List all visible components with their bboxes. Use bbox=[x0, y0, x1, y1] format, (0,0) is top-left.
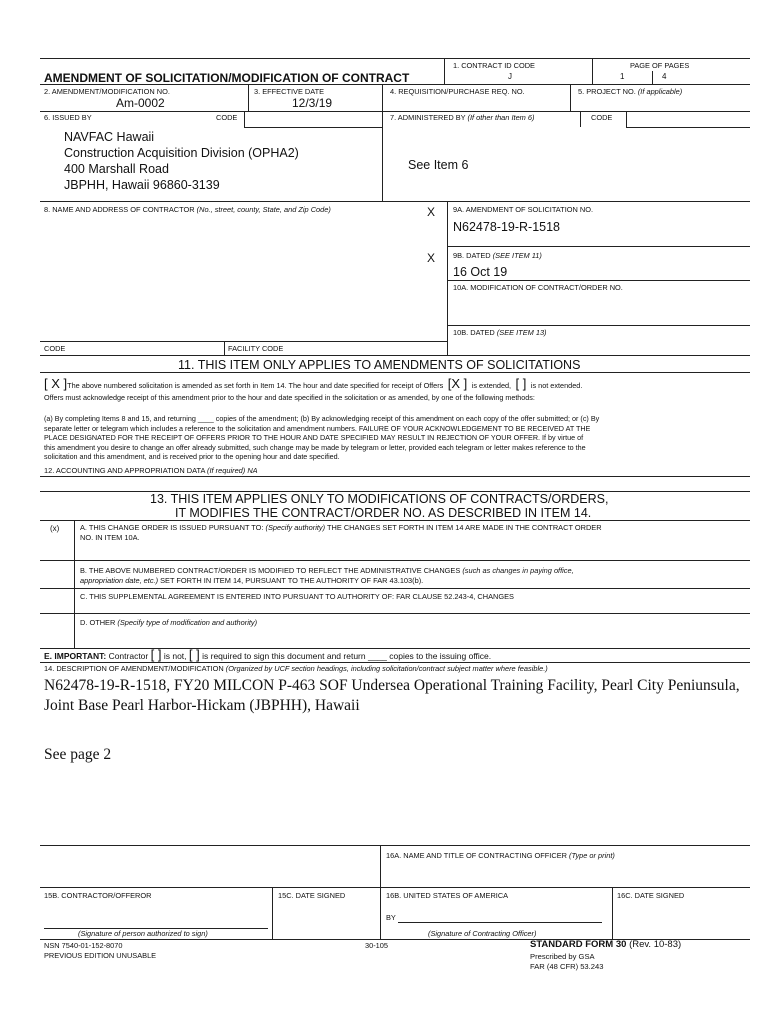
page-of-pages-label: PAGE OF PAGES bbox=[630, 61, 690, 70]
footer-right: STANDARD FORM 30 (Rev. 10-83) Prescribed by GSA FAR (48 CFR) 53.243 bbox=[530, 939, 682, 971]
mark-9a[interactable]: X bbox=[427, 205, 436, 219]
effective-date-value[interactable]: 12/3/19 bbox=[292, 96, 333, 110]
label-15b: 15B. CONTRACTOR/OFFEROR bbox=[44, 891, 152, 900]
important-line: E. IMPORTANT: Contractor [ ] is not, [ ] is required to sign this document and return ____ copies to the issuing office. bbox=[44, 647, 492, 662]
label-16c: 16C. DATE SIGNED bbox=[617, 891, 685, 900]
contract-id-value[interactable]: J bbox=[508, 72, 512, 81]
extended-checkbox[interactable]: [X ] bbox=[447, 376, 468, 391]
effective-date-label: 3. EFFECTIVE DATE bbox=[254, 87, 325, 96]
not-extended-checkbox[interactable]: [ ] bbox=[515, 376, 527, 391]
page-number[interactable]: 1 bbox=[620, 72, 625, 81]
section-11-line2: Offers must acknowledge receipt of this amendment prior to the hour and date specified in the solicitation or as amended, by one of the following methods: bbox=[44, 393, 535, 402]
issuer-line: NAVFAC Hawaii bbox=[64, 130, 155, 144]
issued-by-label: 6. ISSUED BY bbox=[44, 113, 92, 122]
total-pages[interactable]: 4 bbox=[662, 72, 667, 81]
issued-code-label: CODE bbox=[216, 113, 238, 122]
project-no-label: 5. PROJECT NO. (If applicable) bbox=[578, 87, 683, 96]
label-10a: 10A. MODIFICATION OF CONTRACT/ORDER NO. bbox=[453, 283, 623, 292]
section-13-heading-1: 13. THIS ITEM APPLIES ONLY TO MODIFICATIONS OF CONTRACTS/ORDERS, bbox=[150, 492, 609, 506]
administered-by-label: 7. ADMINISTERED BY (If other than Item 6) bbox=[390, 113, 535, 122]
option-d[interactable]: D. OTHER (Specify type of modification and authority) bbox=[80, 618, 258, 627]
label-10b: 10B. DATED (SEE ITEM 13) bbox=[453, 328, 547, 337]
x-column-label: (x) bbox=[50, 524, 60, 533]
amendment-no-value[interactable]: Am-0002 bbox=[116, 96, 165, 110]
solicitation-no-value[interactable]: N62478-19-R-1518 bbox=[453, 220, 561, 234]
issuer-address[interactable] bbox=[64, 129, 299, 193]
section-13-heading-2: IT MODIFIES THE CONTRACT/ORDER NO. AS DESCRIBED IN ITEM 14. bbox=[175, 506, 592, 520]
label-9a: 9A. AMENDMENT OF SOLICITATION NO. bbox=[453, 205, 594, 214]
amended-checkbox[interactable]: [ X ] bbox=[44, 376, 68, 391]
contractor-signature-caption: (Signature of person authorized to sign) bbox=[78, 929, 208, 938]
label-16b: 16B. UNITED STATES OF AMERICA bbox=[386, 891, 509, 900]
facility-code-label: FACILITY CODE bbox=[228, 344, 284, 353]
contract-id-label: 1. CONTRACT ID CODE bbox=[453, 61, 535, 70]
form-title: AMENDMENT OF SOLICITATION/MODIFICATION OF CONTRACT bbox=[44, 71, 410, 85]
by-label: BY bbox=[386, 913, 396, 922]
officer-signature-caption: (Signature of Contracting Officer) bbox=[428, 929, 537, 938]
section-11-heading: 11. THIS ITEM ONLY APPLIES TO AMENDMENTS OF SOLICITATIONS bbox=[178, 358, 581, 372]
is-required-checkbox[interactable]: [ ] bbox=[188, 647, 200, 662]
label-15c: 15C. DATE SIGNED bbox=[278, 891, 346, 900]
description-text[interactable]: N62478-19-R-1518, FY20 MILCON P-463 SOF Undersea Operational Training Facility, Pearl City Peniunsula, Joint Base Pearl Harbor-Hickam (JBPHH), Hawaii bbox=[44, 677, 740, 714]
label-9b: 9B. DATED (SEE ITEM 11) bbox=[453, 251, 542, 260]
section-11-line1: [ X ]The above numbered solicitation is amended as set forth in Item 14. The hour and date specified for receipt of Offers [X ] is extended, [ ] is not extended. bbox=[44, 376, 583, 391]
footer-left: NSN 7540-01-152-8070 PREVIOUS EDITION UNUSABLE bbox=[44, 941, 157, 960]
contractor-label: 8. NAME AND ADDRESS OF CONTRACTOR (No., street, county, State, and Zip Code) bbox=[44, 205, 331, 214]
issuer-line: Construction Acquisition Division (OPHA2) bbox=[64, 146, 299, 160]
option-b[interactable]: B. THE ABOVE NUMBERED CONTRACT/ORDER IS MODIFIED TO REFLECT THE ADMINISTRATIVE CHANGES (such as changes in paying office, appropriation date, etc.) SET FORTH IN ITEM 14, PURSUANT TO THE AUTHORITY OF FAR 43.103(b). bbox=[80, 566, 574, 585]
amendment-no-label: 2. AMENDMENT/MODIFICATION NO. bbox=[44, 87, 170, 96]
label-16a: 16A. NAME AND TITLE OF CONTRACTING OFFICER (Type or print) bbox=[386, 851, 615, 860]
footer-code: 30-105 bbox=[365, 941, 389, 950]
accounting-data[interactable]: 12. ACCOUNTING AND APPROPRIATION DATA (If required) NA bbox=[44, 466, 258, 475]
administered-by-value[interactable]: See Item 6 bbox=[408, 158, 469, 172]
dated-9b-value[interactable]: 16 Oct 19 bbox=[453, 265, 508, 279]
description-label: 14. DESCRIPTION OF AMENDMENT/MODIFICATION (Organized by UCF section headings, including solicitation/contract subject matter where feasible.) bbox=[44, 664, 548, 673]
mark-9b[interactable]: X bbox=[427, 251, 436, 265]
issuer-line: JBPHH, Hawaii 96860-3139 bbox=[64, 178, 220, 192]
issuer-line: 400 Marshall Road bbox=[64, 162, 169, 176]
is-not-checkbox[interactable]: [ ] bbox=[150, 647, 162, 662]
section-11-paragraph: (a) By completing Items 8 and 15, and returning ____ copies of the amendment; (b) By acknowledging receipt of this amendment on each copy of the offer submitted; or (c) By separate letter or telegram which includes a reference to the solicitation and amendment numbers. FAILURE OF YOUR ACKNOWLEDGEMENT TO BE RECEIVED AT THE PLACE DESIGNATED FOR THE RECEIPT OF OFFERS PRIOR TO THE HOUR AND DATE SPECIFIED MAY RESULT IN REJECTION OF YOUR OFFER. If by virtue of this amendment you desire to change an offer already submitted, such change may be made by telegram or letter, provided each telegram or letter makes reference to the solicitation and this amendment, and is received prior to the opening hour and date specified. bbox=[44, 414, 600, 462]
option-c[interactable]: C. THIS SUPPLEMENTAL AGREEMENT IS ENTERED INTO PURSUANT TO AUTHORITY OF: FAR CLAUSE 52.243-4, CHANGES bbox=[80, 592, 514, 601]
see-page-note: See page 2 bbox=[44, 746, 112, 763]
option-a[interactable]: A. THIS CHANGE ORDER IS ISSUED PURSUANT TO: (Specify authority) THE CHANGES SET FORTH IN ITEM 14 ARE MADE IN THE CONTRACT ORDER NO. IN ITEM 10A. bbox=[80, 523, 602, 542]
requisition-label: 4. REQUISITION/PURCHASE REQ. NO. bbox=[390, 87, 525, 96]
admin-code-label: CODE bbox=[591, 113, 613, 122]
contractor-code-label: CODE bbox=[44, 344, 66, 353]
officer-signature-line[interactable] bbox=[398, 922, 602, 923]
